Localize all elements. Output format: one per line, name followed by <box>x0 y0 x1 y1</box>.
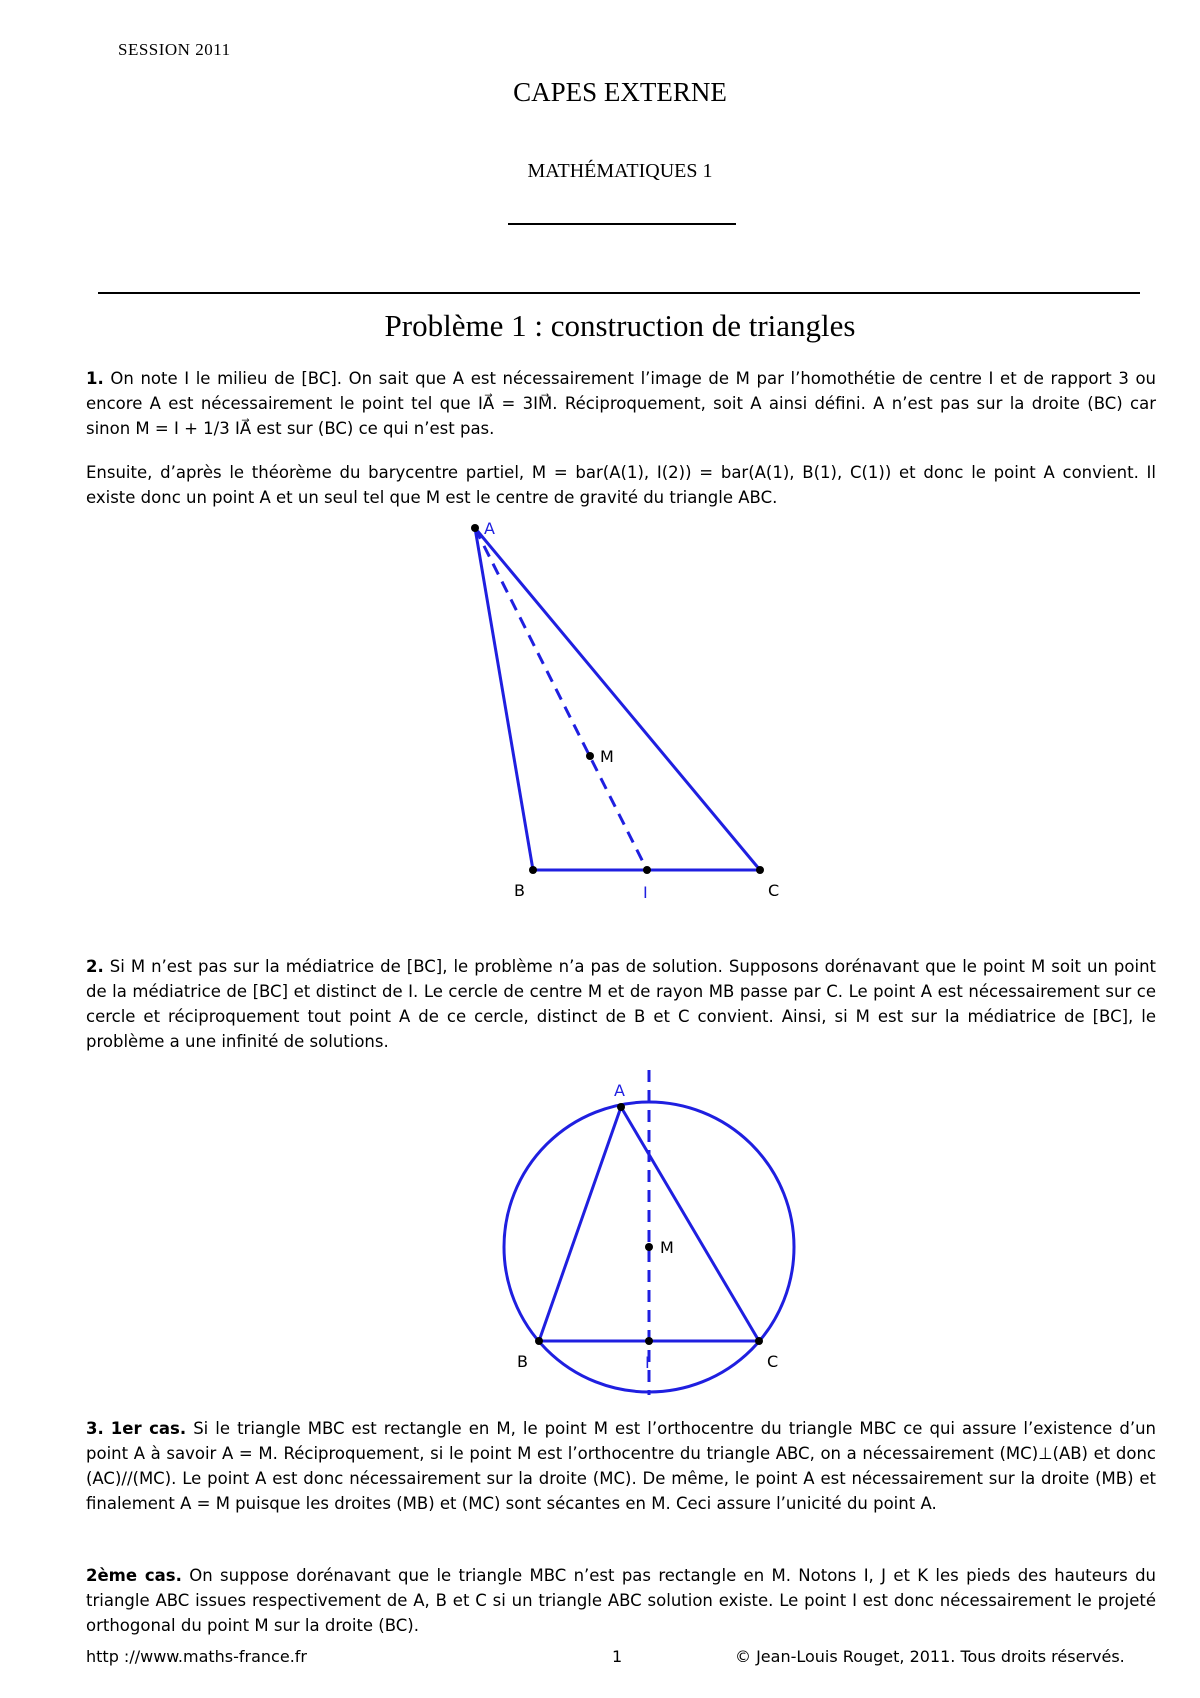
subject-title: MATHÉMATIQUES 1 <box>527 160 713 182</box>
paragraph-5-text: On suppose dorénavant que le triangle MBC n’est pas rectangle en M. Notons I, J et K les pieds des hauteurs du triangle ABC issues respectivement de A, B et C si un triangle ABC solution existe. Le point I est donc nécessairement le projeté orthogonal du point M sur la droite (BC). <box>86 1566 1157 1635</box>
label-b: B <box>514 881 525 900</box>
figure-1-centroid <box>470 518 830 908</box>
exam-title: CAPES EXTERNE <box>513 77 727 107</box>
figure-2-circle <box>497 1070 797 1410</box>
point-m <box>645 1243 653 1251</box>
point-i <box>645 1337 653 1345</box>
paragraph-4-case: 1er cas. <box>110 1419 187 1438</box>
label-m: M <box>600 747 614 766</box>
point-c <box>756 866 764 874</box>
point-b <box>529 866 537 874</box>
point-c <box>755 1337 763 1345</box>
label-i: I <box>643 883 648 902</box>
segment-ac <box>621 1107 759 1341</box>
median-ai <box>475 528 647 870</box>
label-i: I <box>645 1353 650 1372</box>
paragraph-4-text: Si le triangle MBC est rectangle en M, le point M est l’orthocentre du triangle MBC ce qui assure l’existence d’un point A à savoir A = M. Réciproquement, si le point M est l’orthocentre du triangle ABC, on a nécessairement (MC)⊥(AB) et donc (AC)//(MC). Le point A est donc nécessairement sur la droite (MC). De même, le point A est nécessairement sur la droite (MB) et finalement A = M puisque les droites (MB) et (MC) sont sécantes en M. Ceci assure l’unicité du point A. <box>86 1419 1157 1513</box>
segment-ab <box>475 528 533 870</box>
session-label: SESSION 2011 <box>118 40 231 59</box>
paragraph-1-text: On note I le milieu de [BC]. On sait que A est nécessairement l’image de M par l’homothétie de centre I et de rapport 3 ou encore A est nécessairement le point tel que IA⃗ = 3IM⃗. Réciproquement, soit A ainsi défini. A n’est pas sur la droite (BC) car sinon M = I + 1/3 IA⃗ est sur (BC) ce qui n’est pas. <box>86 369 1156 438</box>
label-c: C <box>768 881 780 900</box>
point-a <box>471 524 479 532</box>
footer-page-number: 1 <box>612 1647 623 1666</box>
paragraph-5 <box>86 1563 1156 1638</box>
short-divider <box>508 223 736 225</box>
segment-ab <box>539 1107 621 1341</box>
label-b: B <box>517 1352 528 1371</box>
long-divider <box>98 292 1140 294</box>
paragraph-2 <box>86 460 1156 510</box>
label-c: C <box>767 1352 779 1371</box>
point-b <box>535 1337 543 1345</box>
label-a: A <box>484 519 495 538</box>
paragraph-4-number: 3. <box>86 1419 104 1438</box>
footer-copyright: © Jean-Louis Rouget, 2011. Tous droits réservés. <box>735 1647 1125 1666</box>
paragraph-3-text: Si M n’est pas sur la médiatrice de [BC], le problème n’a pas de solution. Supposons dorénavant que le point M soit un point de la médiatrice de [BC] et distinct de I. Le cercle de centre M et de rayon MB passe par C. Le point A est nécessairement sur ce cercle et réciproquement tout point A de ce cercle, distinct de B et C convient. Ainsi, si M est sur la médiatrice de [BC], le problème a une infinité de solutions. <box>86 957 1157 1051</box>
problem-title: Problème 1 : construction de triangles <box>384 308 856 343</box>
footer-url-link[interactable]: http ://www.maths-france.fr <box>86 1647 307 1666</box>
label-m: M <box>660 1238 674 1257</box>
paragraph-3-number: 2. <box>86 957 104 976</box>
point-i <box>643 866 651 874</box>
paragraph-4 <box>86 1416 1156 1516</box>
point-a <box>617 1103 625 1111</box>
label-a: A <box>614 1081 625 1100</box>
point-m <box>586 752 594 760</box>
paragraph-2-text: Ensuite, d’après le théorème du barycentre partiel, M = bar(A(1), I(2)) = bar(A(1), B(1), C(1)) et donc le point A convient. Il existe donc un point A et un seul tel que M est le centre de gravité du triangle ABC. <box>86 463 1156 507</box>
paragraph-1 <box>86 366 1156 441</box>
paragraph-1-number: 1. <box>86 369 104 388</box>
paragraph-5-case: 2ème cas. <box>86 1566 182 1585</box>
paragraph-3 <box>86 954 1156 1054</box>
segment-ac <box>475 528 760 870</box>
